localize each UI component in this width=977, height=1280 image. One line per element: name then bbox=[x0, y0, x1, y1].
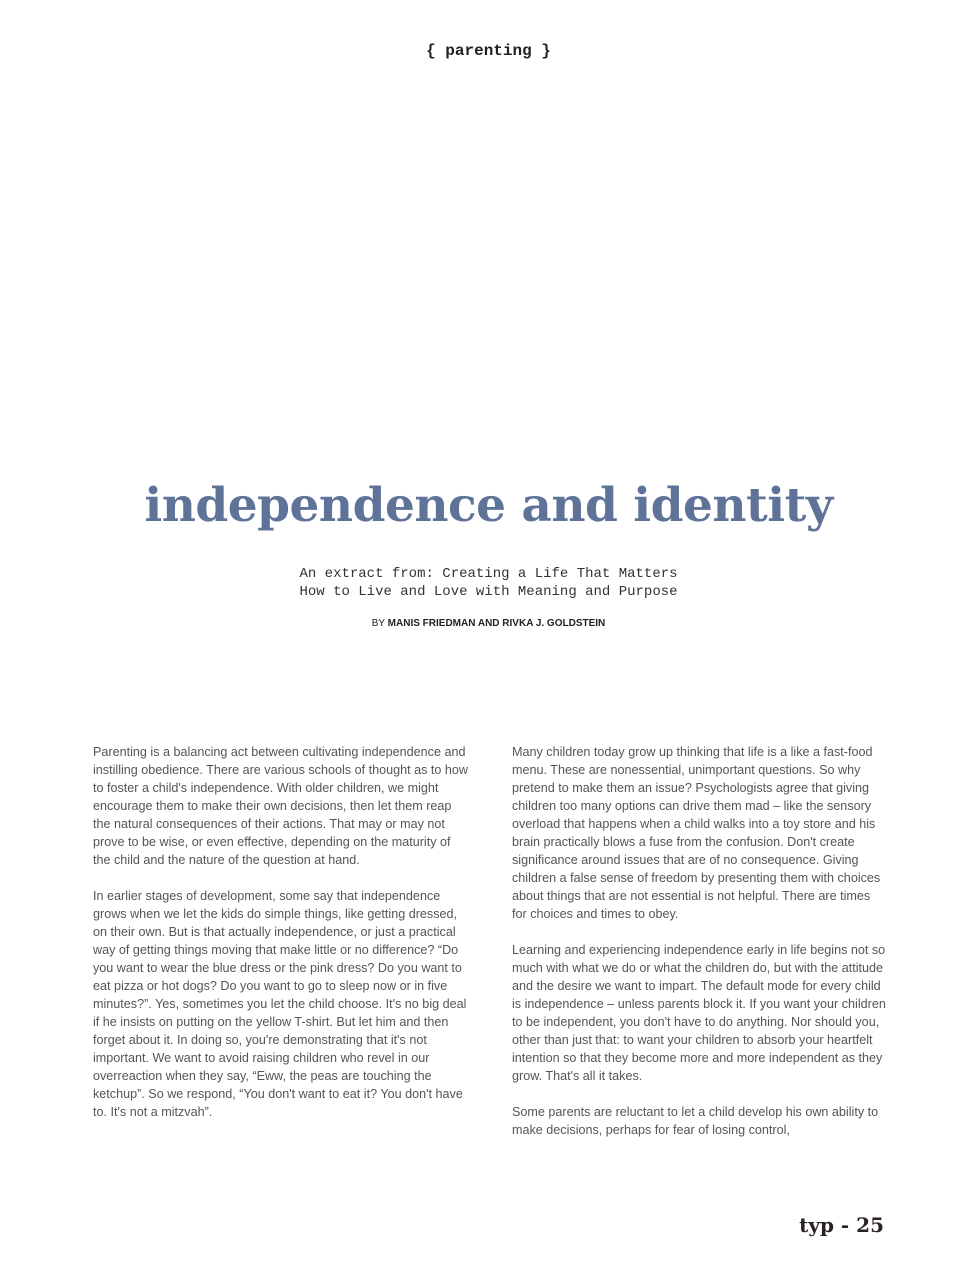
extract-line-1: An extract from: Creating a Life That Matters bbox=[299, 566, 678, 582]
body-column-left bbox=[93, 743, 471, 1139]
byline-prefix: BY bbox=[371, 618, 385, 629]
byline-authors: MANIS FRIEDMAN AND RIVKA J. GOLDSTEIN bbox=[387, 618, 606, 629]
paragraph: Many children today grow up thinking that life is a like a fast-food menu. These are nonessential, unimportant questions. So why pretend to make them an issue? Psychologists agree that giving children too many options can drive them mad – like the sensory overload that happens when a child walks into a toy store and his brain practically blows a fuse from the confusion. Don't create significance around issues that are of no consequence. Giving children a false sense of freedom by presenting them with choices about things that are not essential is not helpful. There are times for choices and times to obey. bbox=[512, 745, 881, 921]
paragraph: Learning and experiencing independence early in life begins not so much with what we do or what the children do, but with the attitude and the desire we want to impart. The default mode for every child is independence – unless parents block it. If you want your children to be independent, you don't have to do anything. Nor should you, other than just that: to want your children to absorb your heartfelt intention so that they become more and more independent as they grow. That's all it takes. bbox=[512, 943, 886, 1083]
extract-line-2: How to Live and Love with Meaning and Purpose bbox=[299, 584, 678, 600]
section-tag: { parenting } bbox=[426, 42, 551, 60]
paragraph: Parenting is a balancing act between cultivating independence and instilling obedience. There are various schools of thought as to how to foster a child's independence. With older children, we might encourage them to make their own decisions, then let them reap the natural consequences of their actions. That may or may not prove to be wise, or even effective, depending on the maturity of the child and the nature of the question at hand. bbox=[93, 745, 469, 867]
extract-source bbox=[0, 565, 977, 601]
paragraph: Some parents are reluctant to let a child develop his own ability to make decisions, perhaps for fear of losing control, bbox=[512, 1105, 879, 1137]
body-column-right bbox=[512, 743, 887, 1157]
paragraph: In earlier stages of development, some say that independence grows when we let the kids do simple things, like getting dressed, on their own. But is that actually independence, or just a practical way of getting things moving that make little or no difference? “Do you want to wear the blue dress or the pink dress? Do you want to eat pizza or hot dogs? Do you want to go to sleep now or in five minutes?”. Yes, sometimes you let the child choose. It's no big deal if he insists on putting on the yellow T-shirt. But let him and then forget about it. In doing so, you're demonstrating that it's not important. We want to avoid raising children who revel in our overreaction when they say, “Eww, the peas are touching the ketchup”. So we respond, “You don't want to eat it? You don't have to. It's not a mitzvah”. bbox=[93, 889, 467, 1119]
article-title: independence and identity bbox=[144, 478, 833, 533]
page-number: typ - 25 bbox=[799, 1213, 884, 1237]
byline bbox=[0, 618, 977, 629]
